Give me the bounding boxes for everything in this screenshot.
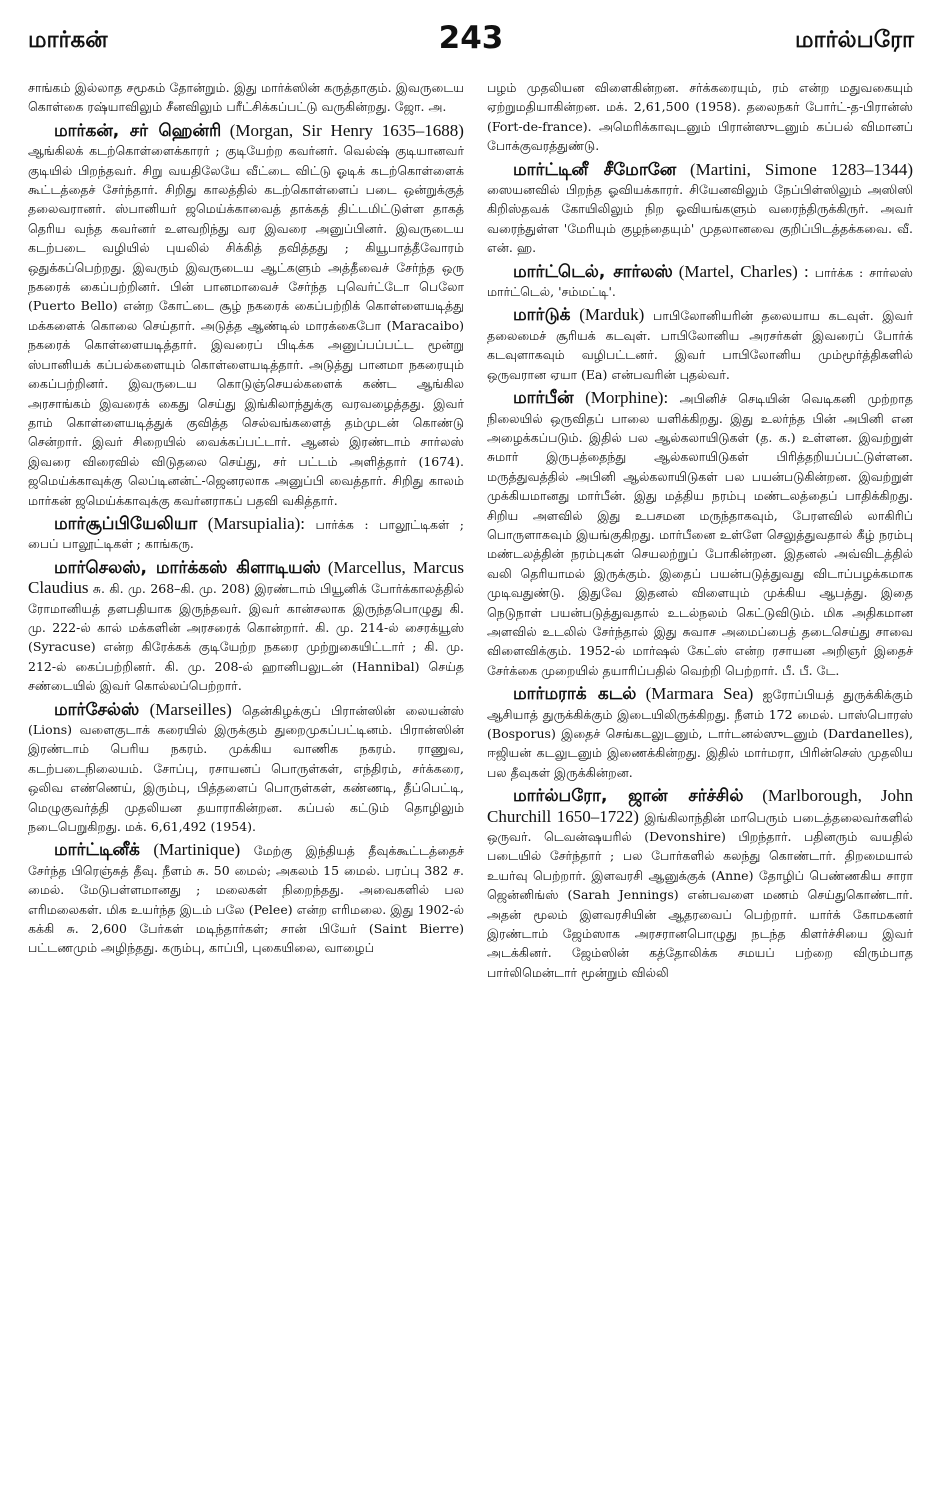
entry-headword: மார்கன், சர் ஹென்ரி (54, 120, 222, 141)
entry-text: பார்க்க : சார்லஸ் மார்ட்டெல், 'சம்மட்டி'. (487, 264, 913, 300)
entry-latin-name: (Martini, Simone 1283–1344) (690, 159, 913, 179)
entry-martini (487, 160, 913, 258)
entry-headword: மார்சேல்ஸ் (54, 699, 140, 720)
entry-text: ஸையனவில் பிறந்த ஓவியக்காரர். சியேனவிலும் நேப்பிள்ஸிலும் அஸிஸி கிறிஸ்தவக் கோயிலிலும் நிற ஓவியங்களும் வரைந்திருக்கிருர். அவர் வரைந்துள்ள 'மேரியும் குழந்தையும்' முதலானவை குறிப்பிடத்தக்கவை. வீ. என். ஹ. (487, 182, 913, 256)
entry-marlborough (487, 786, 913, 982)
entry-latin-name: (Morphine): (585, 388, 669, 408)
entry-text: இங்கிலாந்தின் மாபெரும் படைத்தலைவர்களில் ஒருவர். டெவன்ஷயரில் (Devonshire) பிறந்தார். பதினரும் வயதில் படையில் சேர்ந்தார் ; பல போர்களில் கலந்து கொண்டார். திறமையால் உயர்வு பெற்றார். இளவரசி ஆனுக்குக் (Anne) தோழிப் பெண்ணகிய சாரா ஜென்னிங்ஸ் (Sarah Jennings) என்பவளை மணம் செய்துகொண்டார். அதன் மூலம் இளவரசியின் ஆதரவைப் பெற்றார். யார்க் கோமகனர் இரண்டாம் ஜேம்ஸாக அரசரானபொழுது நடந்த கிளர்ச்சியை இவர் அடக்கினர். ஜேம்ஸின் கத்தோலிக்க சமயப் பற்றை விரும்பாத பார்லிமென்டார் மூன்றும் வில்லி (487, 809, 913, 980)
entry-text: ஐரோப்பியத் துருக்கிக்கும் ஆசியாத் துருக்கிக்கும் இடையிலிருக்கிறது. நீளம் 172 மைல். பாஸ்பொரஸ் (Bosporus) இதைச் செங்கடலுடனும், டார்டனல்ஸுடனும் (Dardanelles), ஈஜியன் கடலுடனும் இணைக்கின்றது. இதில் மார்மரா, பிரின்செஸ் முதலிய பல தீவுகள் இருக்கின்றன. (487, 687, 913, 780)
entry-headword: மார்ட்டெல், சார்லஸ் (513, 261, 673, 282)
entry-headword: மார்ல்பரோ, ஜான் சர்ச்சில் (513, 786, 744, 807)
entry-text: அபினிச் செடியின் வெடிகனி முற்றாத நிலையில் ஒருவிதப் பாலை யளிக்கிறது. இது உலர்ந்த பின் அபினி என அழைக்கப்படும். இதில் பல ஆல்கலாயிடுகள் (த. க.) உள்ளன. இவற்றுள் சுமார் இருபத்தைந்து ஆல்கலாயிடுகள் பிரித்தறியப்பட்டுள்ளன. மருத்துவத்தில் அபினி ஆல்கலாயிடுகள் பல பயன்படுகின்றன. இவற்றுள் முக்கியமானது மார்பீன். இது மத்திய நரம்பு மண்டலத்தைப் பாதிக்கிறது. சிறிய அளவில் இது உபசமன மருந்தாகவும், பேரளவில் லாகிரிப் பொருளாகவும் இயங்குகிறது. மார்பீனை உள்ளே செலுத்துவதால் கீழ் நரம்பு மண்டலத்தின் நரம்புகள் செயலற்றுப் போகின்றன. இதனல் அவ்விடத்தில் வலி தெரியாமல் இருக்கும். இதைப் பயன்படுத்துவது விடாப்பழக்கமாக முடிவதுண்டு. இதுவே இதனல் விளையும் முக்கிய ஆபத்து. இதை நெடுநாள் பயன்படுத்துவதால் உடல்நலம் கெட்டுவிடும். மிக அதிகமான அளவில் உடலில் சேர்ந்தால் இது சுவாச அமைப்பைத் தடைசெய்து சாவை விளைவிக்கும். 1952-ல் மார்ஷல் கேட்ஸ் என்ற ரசாயன அறிஞர் இதைச் சேர்க்கை முறையில் தயாரிப்பதில் வெற்றி பெற்றார். பீ. பீ. டே. (487, 391, 913, 678)
entry-headword: மார்மராக் கடல் (513, 684, 637, 705)
entry-latin-name: (Martinique) (153, 840, 241, 860)
entry-headword: மார்டுக் (513, 305, 571, 326)
right-column (487, 78, 913, 1473)
entry-marsupialia (28, 514, 464, 554)
entry-headword: மார்சூப்பியேலியா (54, 513, 198, 534)
entry-latin-name: (Morgan, Sir Henry 1635–1688) (229, 120, 464, 140)
header-right-guide-word: மார்ல்பரோ (795, 26, 914, 53)
entry-continuation (487, 78, 913, 156)
entry-latin-name: (Marcellus, Marcus Claudius (28, 557, 464, 598)
entry-headword: மார்செலஸ், மார்க்கஸ் கிளாடியஸ் (54, 557, 321, 578)
entry-marseilles (28, 700, 464, 837)
page-header (28, 20, 914, 60)
entry-latin-name: (Marmara Sea) (645, 684, 754, 704)
left-column (28, 78, 464, 1473)
header-left-guide-word: மார்கன் (28, 26, 108, 53)
entry-text: சு. கி. மு. 268–கி. மு. 208) இரண்டாம் பியூனிக் போர்க்காலத்தில் ரோமானியத் தளபதியாக இருந்தவர். இவர் கான்சலாக இருந்தபொழுது கி. மு. 222-ல் கால் மக்களின் அரசரைக் கொன்றார். கி. மு. 214-ல் சைரக்யூஸ் (Syracuse) என்ற கிரேக்கக் குடியேற்ற நகரை முற்றுகையிட்டார் ; கி. மு. 212-ல் கைப்பற்றினர். கி. மு. 208-ல் ஹானிபலுடன் (Hannibal) செய்த சண்டையில் இவர் கொல்லப்பெற்றார். (28, 581, 464, 694)
entry-latin-name: (Marlborough, John Churchill 1650–1722) (487, 786, 913, 826)
entry-text: சாங்கம் இல்லாத சமூகம் தோன்றும். இது மார்க்ஸின் கருத்தாகும். இவருடைய கொள்கை ரஷ்யாவிலும் சீனவிலும் பரீட்சிக்கப்பட்டு வருகின்றது. ஜோ. அ. (28, 80, 464, 115)
entry-marduk (487, 305, 913, 384)
entry-latin-name: (Marseilles) (149, 699, 232, 719)
entry-morphine (487, 388, 913, 680)
page-number: 243 (438, 20, 504, 56)
entry-continuation (28, 78, 464, 117)
entry-text: ஆங்கிலக் கடற்கொள்ளைக்காரர் ; குடியேற்ற கவர்னர். வெல்ஷ் குடியானவர் குடியில் பிறந்தவர். சிறு வயதிலேயே வீட்டை விட்டு ஓடிக் கடற்கொள்ளைக் கூட்டத்தைச் சேர்ந்தார். சிறிது காலத்தில் கடற்கொள்ளைப் படை ஒன்றுக்குத் தலைவரானர். ஸ்பானியர் ஜமெய்க்காவைத் தாக்கத் திட்டமிட்டுள்ள தாகத் தெரிய வந்த கவர்னர் உளவறிந்து வர இவரை அனுப்பினர். இவருடைய கடற்படை வழியில் புயலில் சிக்கித் தவித்தது ; கியூபாத்தீவோரம் ஒதுக்கப்பெற்றது. இவரும் இவருடைய ஆட்களும் அத்தீவைச் சேர்ந்த ஒரு நகரைக் கைப்பற்றினர். பின் பானமாவைச் சேர்ந்த புவெர்ட்டோ பெலோ (Puerto Bello) என்ற கோட்டை சூழ் நகரைக் கைப்பற்றிக் கொள்ளையடித்து மக்களைக் கொலை செய்தார். அடுத்த ஆண்டில் மாரக்கைபோ (Maracaibo) நகரைக் கொள்ளையடித்தார். இவரைப் பிடிக்க அனுப்பப்பட்ட மூன்று ஸ்பானியக் கப்பல்களையும் கொள்ளையடித்தார். அடுத்து பானமா நகரையும் கைப்பற்றினர். இவருடைய கொடுஞ்செயல்களைக் கண்ட ஆங்கில அரசாங்கம் இவரைக் கைது செய்து இங்கிலாந்துக்கு வரவழைத்தது. இவர் தாம் கொள்ளையடித்துக் குவித்த செல்வங்களைத் தம்முடன் கொண்டு சென்றார். இவர் சிறையில் வைக்கப்பட்டார். ஆனல் இரண்டாம் சார்லஸ் இவரை விரைவில் விடுதலை செய்து, சர் பட்டம் அளித்தார் (1674). ஜமெய்க்காவுக்கு லெப்டினன்ட்-ஜெனரலாக அனுப்பி வைத்தார். சிறிது காலம் மார்கன் ஜமெய்க்காவுக்கு கவர்னராகப் பதவி வகித்தார். (28, 143, 464, 508)
entry-text: தென்கிழக்குப் பிரான்ஸின் லையன்ஸ் (Lions) வளைகுடாக் கரையில் இருக்கும் துறைமுகப்பட்டினம். பிரான்ஸின் இரண்டாம் பெரிய நகரம். முக்கிய வாணிக நகரம். ராணுவ, கடற்படைநிலையம். சோப்பு, ரசாயனப் பொருள்கள், எந்திரம், சர்க்கரை, ஒலிவ எண்ணெய், இரும்பு, பித்தளைப் பொருள்கள், கண்ணடி, தீப்பெட்டி, மெழுகுவர்த்தி முதலியன தயாராகின்றன. கப்பல் கட்டும் தொழிலும் நடைபெறுகிறது. மக். 6,61,492 (1954). (28, 702, 464, 835)
entry-marcellus (28, 558, 464, 696)
entry-text: மேற்கு இந்தியத் தீவுக்கூட்டத்தைச் சேர்ந்த பிரெஞ்சுத் தீவு. நீளம் சு. 50 மைல்; அகலம் 15 மைல். பரப்பு 382 ச. மைல். மேடுபள்ளமானது ; மலைகள் நிறைந்தது. அவைகளில் பல எரிமலைகள். மிக உயர்ந்த இடம் பலே (Pelee) என்ற எரிமலை. இது 1902-ல் கக்கி சு. 2,600 பேர்கள் மடிந்தார்கள்; சான் பியேர் (Saint Bierre) பட்டணமும் அழிந்தது. கரும்பு, காப்பி, புகையிலை, வாழைப் (28, 843, 464, 956)
entry-text: பார்க்க : பாலூட்டிகள் ; பைப் பாலூட்டிகள் ; காங்கரு. (28, 516, 464, 552)
entry-martinique (28, 840, 464, 957)
entry-latin-name: (Marduk) (579, 305, 645, 325)
entry-latin-name: (Marsupialia): (207, 513, 306, 533)
entry-text: பாபிலோனியரின் தலையாய கடவுள். இவர் தலைமைச் சூரியக் கடவுள். பாபிலோனிய அரசர்கள் இவரைப் போர்க் கடவுளாகவும் வழிபட்டனர். இவர் பாபிலோனிய மும்மூர்த்திகளில் ஒருவரான ஏயா (Ea) என்பவரின் புதல்வர். (487, 308, 913, 382)
entry-latin-name: (Martel, Charles) : (678, 261, 809, 281)
entry-morgan (28, 121, 464, 510)
entry-headword: மார்ட்டினீக் (54, 840, 140, 861)
entry-headword: மார்பீன் (513, 388, 574, 409)
entry-text: பழம் முதலியன விளைகின்றன. சர்க்கரையும், ரம் என்ற மதுவகையும் ஏற்றுமதியாகின்றன. மக். 2,61,500 (1958). தலைநகர் போர்ட்-த-பிரான்ஸ் (Fort-de-france). அமெரிக்காவுடனும் பிரான்ஸுடனும் கப்பல் விமானப் போக்குவரத்துண்டு. (487, 80, 913, 154)
entry-marmara-sea (487, 684, 913, 782)
entry-headword: மார்ட்டினீ சீமோனே (513, 159, 677, 180)
entry-martel (487, 262, 913, 302)
